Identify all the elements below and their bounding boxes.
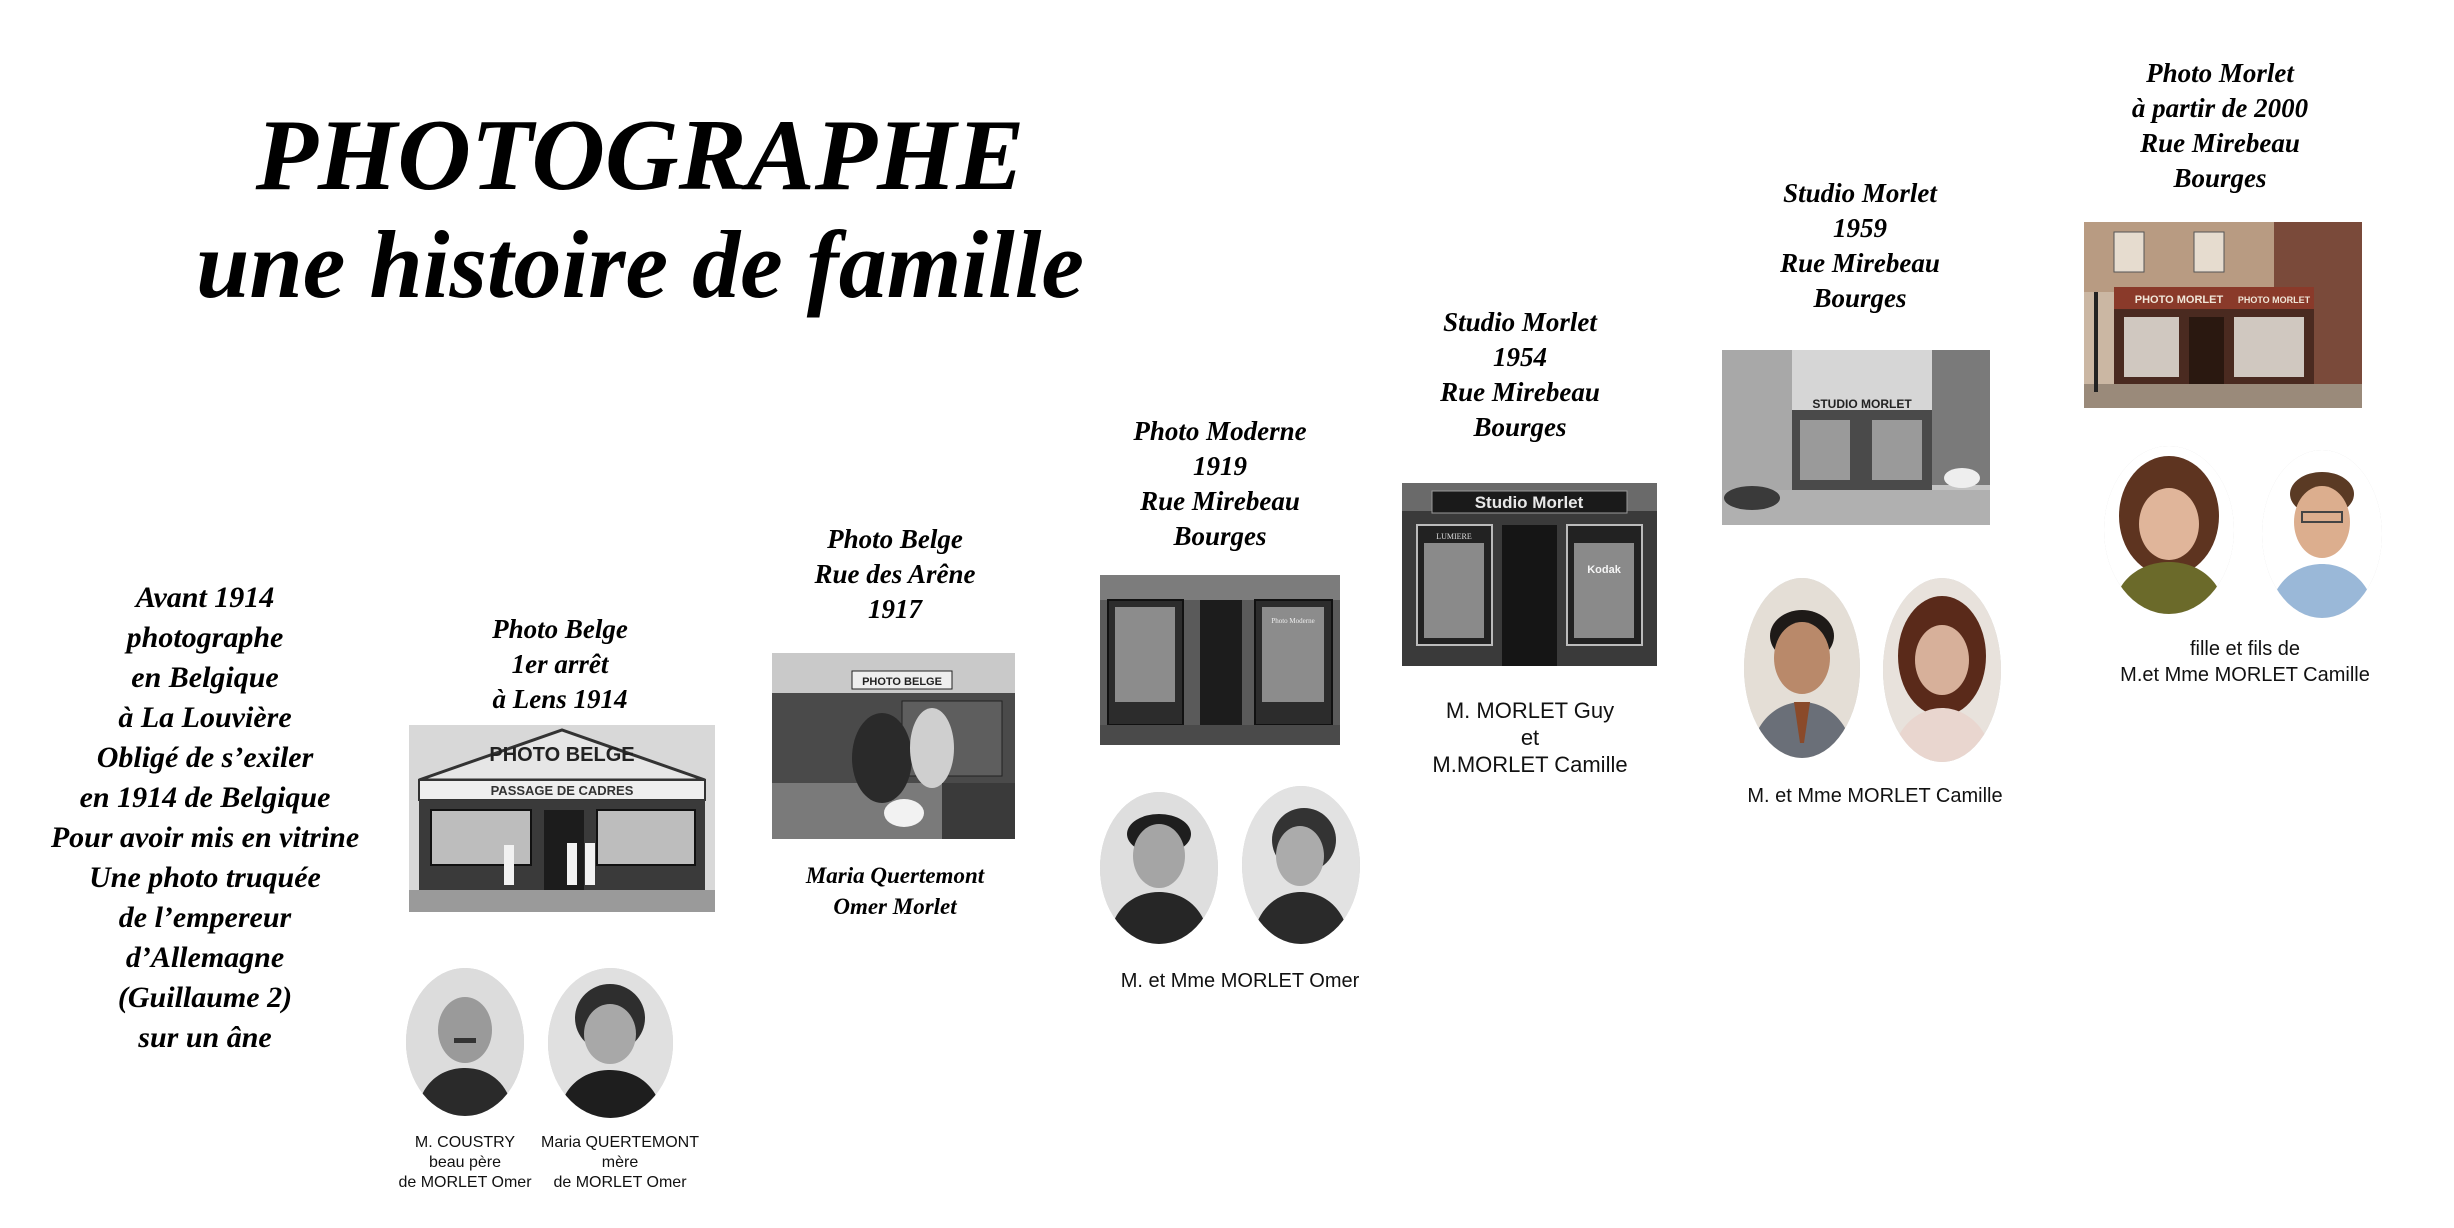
stage-5-caption <box>1730 176 1990 316</box>
portrait-maria-quertemont <box>548 968 673 1118</box>
omer-portrait-caption: M. et Mme MORLET Omer <box>1120 970 1360 992</box>
stage-4-caption <box>1390 305 1650 445</box>
label-line: de MORLET Omer <box>398 1174 532 1191</box>
caption-line: Rue des Arêne <box>814 559 976 589</box>
portrait-label-quertemont <box>540 1133 700 1193</box>
shop-sign: STUDIO MORLET <box>1812 397 1912 411</box>
portrait-son <box>2262 450 2382 618</box>
stage-3-caption <box>1090 414 1350 554</box>
caption-line: à partir de 2000 <box>2131 93 2309 123</box>
photo-morlet-2000-photo <box>2084 222 2362 408</box>
caption-line: 1919 <box>1193 451 1247 481</box>
stage-2-subcaption <box>760 860 1030 922</box>
caption-line: 1er arrêt <box>511 649 609 679</box>
caption-line: Rue Mirebeau <box>2140 128 2300 158</box>
shop-sign: PHOTO MORLET <box>2134 294 2224 306</box>
caption-line: Bourges <box>1173 521 1267 551</box>
caption-line: 1954 <box>1493 342 1547 372</box>
caption-line: Bourges <box>1473 412 1567 442</box>
label-line: mère <box>601 1154 639 1171</box>
caption-line: Photo Morlet <box>2146 58 2294 88</box>
label-line: Maria QUERTEMONT <box>541 1134 699 1151</box>
shop-sign-2: PASSAGE DE CADRES <box>490 783 634 798</box>
portrait-label-coustry <box>380 1133 550 1193</box>
caption-line: Photo Moderne <box>1133 416 1307 446</box>
shop-sign-2: PHOTO MORLET <box>2237 295 2311 305</box>
caption-line: Studio Morlet <box>1443 307 1597 337</box>
portrait-m-coustry <box>406 968 524 1116</box>
photo-belge-lens-shop-photo <box>409 725 715 912</box>
name-line: M.MORLET Camille <box>1432 752 1628 777</box>
label-line: beau père <box>428 1154 502 1171</box>
intro-line: photographe <box>126 621 284 654</box>
caption-line: Rue Mirebeau <box>1140 486 1300 516</box>
window-sign-right: Kodak <box>1587 564 1621 576</box>
intro-line: Une photo truquée <box>89 861 321 894</box>
caption-line: Bourges <box>1813 283 1907 313</box>
photo-moderne-1919-photo <box>1100 575 1340 745</box>
intro-line: sur un âne <box>138 1021 272 1054</box>
caption-line: fille et fils de <box>2189 638 2301 660</box>
name-line: M. MORLET Guy <box>1445 698 1615 723</box>
stage-1-caption <box>440 612 680 717</box>
portrait-mme-morlet-omer <box>1242 786 1360 944</box>
intro-line: en Belgique <box>131 661 279 694</box>
intro-line: (Guillaume 2) <box>117 981 293 1014</box>
window-sign: Photo Moderne <box>1271 617 1315 625</box>
intro-line: d’Allemagne <box>125 941 285 974</box>
shop-sign: PHOTO BELGE <box>862 676 942 688</box>
camille-portrait-caption: M. et Mme MORLET Camille <box>1747 785 2003 807</box>
portrait-m-morlet-camille <box>1744 578 1860 758</box>
caption-line: Photo Belge <box>827 524 963 554</box>
stage-6-caption <box>2080 56 2360 196</box>
name-line: et <box>1520 725 1540 750</box>
intro-line: Obligé de s’exiler <box>96 741 314 774</box>
caption-line: 1959 <box>1833 213 1887 243</box>
label-line: de MORLET Omer <box>553 1174 687 1191</box>
stage-6-portrait-caption <box>2090 636 2400 688</box>
caption-line: à Lens 1914 <box>492 684 628 714</box>
title-line-1: PHOTOGRAPHE <box>255 99 1025 212</box>
caption-line: Bourges <box>2173 163 2267 193</box>
portrait-mme-morlet-camille <box>1883 578 2001 762</box>
subcaption-line: Maria Quertemont <box>805 863 985 888</box>
label-line: M. COUSTRY <box>414 1134 516 1151</box>
photo-belge-1917-photo <box>772 653 1015 839</box>
portrait-m-morlet-omer <box>1100 792 1218 944</box>
page-title <box>150 100 1130 318</box>
intro-line: Avant 1914 <box>135 581 275 614</box>
intro-line: en 1914 de Belgique <box>79 781 331 814</box>
caption-line: Studio Morlet <box>1783 178 1937 208</box>
title-line-2: une histoire de famille <box>196 211 1084 319</box>
caption-line: Rue Mirebeau <box>1780 248 1940 278</box>
caption-line: Rue Mirebeau <box>1440 377 1600 407</box>
stage-4-names <box>1400 697 1660 778</box>
intro-line: à La Louvière <box>118 701 292 734</box>
portrait-daughter <box>2104 446 2234 614</box>
caption-line: M.et Mme MORLET Camille <box>2120 664 2370 686</box>
shop-sign: Studio Morlet <box>1474 493 1584 512</box>
studio-morlet-1954-photo <box>1402 483 1657 666</box>
subcaption-line: Omer Morlet <box>833 894 957 919</box>
intro-line: Pour avoir mis en vitrine <box>50 821 360 854</box>
intro-line: de l’empereur <box>118 901 292 934</box>
caption-line: 1917 <box>868 594 922 624</box>
caption-line: Photo Belge <box>492 614 628 644</box>
shop-sign: PHOTO BELGE <box>489 744 635 766</box>
intro-text <box>20 578 390 1058</box>
stage-2-caption <box>760 522 1030 627</box>
studio-morlet-1959-photo <box>1722 350 1990 525</box>
window-sign-left: LUMIERE <box>1436 532 1472 541</box>
